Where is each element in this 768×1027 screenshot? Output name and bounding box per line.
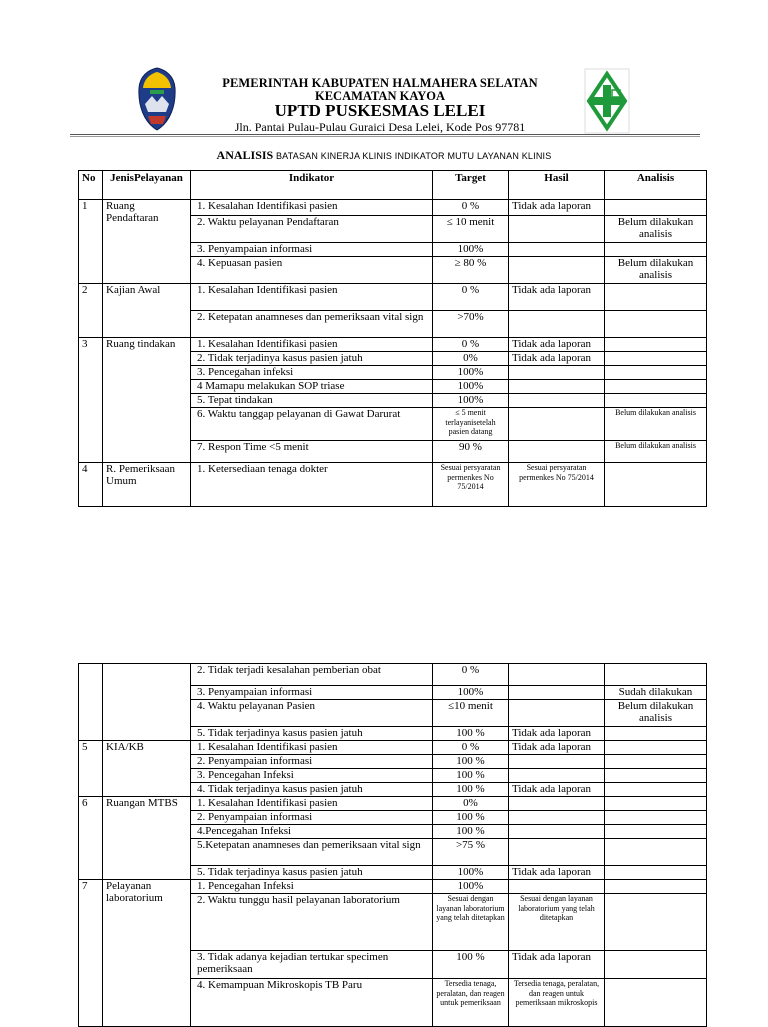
cell-target: 100 % [433, 811, 509, 825]
document-title [0, 148, 768, 163]
cell-target: ≤10 menit [433, 700, 509, 727]
cell-indikator: 3. Tidak adanya kejadian tertukar specimen pemeriksaan [191, 951, 433, 979]
cell-hasil [509, 811, 605, 825]
cell-jenis-pelayanan: Pelayanan laboratorium [103, 880, 191, 1027]
cell-indikator: 5.Ketepatan anamneses dan pemeriksaan vital sign [191, 839, 433, 866]
cell-analisis [605, 380, 707, 394]
cell-analisis [605, 839, 707, 866]
cell-analisis [605, 951, 707, 979]
title-bold: ANALISIS [216, 148, 274, 162]
cell-indikator: 5. Tepat tindakan [191, 394, 433, 408]
cell-indikator: 4. Tidak terjadinya kasus pasien jatuh [191, 783, 433, 797]
table-row [79, 741, 707, 755]
cell-target: Sesuai dengan layanan laboratorium yang telah ditetapkan [433, 894, 509, 951]
header-rule [70, 134, 700, 135]
cell-indikator: 3. Pencegahan infeksi [191, 366, 433, 380]
cell-hasil [509, 257, 605, 284]
indicator-table-page2 [78, 663, 707, 1027]
col-header-indikator: Indikator [191, 171, 433, 200]
cell-analisis [605, 880, 707, 894]
cell-jenis-pelayanan: Ruang Pendaftaran [103, 200, 191, 284]
cell-indikator: 4.Pencegahan Infeksi [191, 825, 433, 839]
cell-analisis [605, 894, 707, 951]
cell-hasil [509, 441, 605, 463]
cell-analisis [605, 366, 707, 380]
header-address: Jln. Pantai Pulau-Pulau Guraici Desa Lelei, Kode Pos 97781 [234, 120, 526, 134]
cell-analisis [605, 727, 707, 741]
cell-hasil [509, 769, 605, 783]
cell-analisis [605, 200, 707, 216]
cell-indikator: 1. Kesalahan Identifikasi pasien [191, 284, 433, 311]
cell-hasil [509, 755, 605, 769]
cell-indikator: 1. Kesalahan Identifikasi pasien [191, 338, 433, 352]
cell-jenis-pelayanan: Ruang tindakan [103, 338, 191, 463]
cell-analisis [605, 769, 707, 783]
cell-analisis: Belum dilakukan analisis [605, 257, 707, 284]
cell-target: 0 % [433, 338, 509, 352]
cell-target: 0% [433, 352, 509, 366]
cell-analisis [605, 797, 707, 811]
header-rule-thin [70, 136, 700, 137]
header-institution: UPTD PUSKESMAS LELEI [274, 101, 486, 120]
cell-target: 100 % [433, 727, 509, 741]
header-government: PEMERINTAH KABUPATEN HALMAHERA SELATAN [222, 76, 538, 90]
cell-target: 100% [433, 394, 509, 408]
cell-hasil [509, 686, 605, 700]
cell-indikator: 2. Penyampaian informasi [191, 811, 433, 825]
table-row [79, 463, 707, 507]
cell-no [79, 664, 103, 741]
cell-jenis-pelayanan: Ruangan MTBS [103, 797, 191, 880]
cell-analisis [605, 664, 707, 686]
cell-indikator: 1. Kesalahan Identifikasi pasien [191, 741, 433, 755]
col-header-jenis: JenisPelayanan [103, 171, 191, 200]
cell-no: 5 [79, 741, 103, 797]
cell-analisis [605, 825, 707, 839]
cell-no: 3 [79, 338, 103, 463]
cell-analisis [605, 394, 707, 408]
cell-indikator: 5. Tidak terjadinya kasus pasien jatuh [191, 866, 433, 880]
cell-hasil: Tidak ada laporan [509, 783, 605, 797]
cell-target: Sesuai persyaratan permenkes No 75/2014 [433, 463, 509, 507]
cell-hasil: Tidak ada laporan [509, 352, 605, 366]
cell-hasil: Tidak ada laporan [509, 727, 605, 741]
puskesmas-cross-icon [584, 68, 630, 134]
cell-analisis: Belum dilakukan analisis [605, 408, 707, 441]
col-header-no: No [79, 171, 103, 200]
cell-indikator: 7. Respon Time <5 menit [191, 441, 433, 463]
cell-analisis: Belum dilakukan analisis [605, 441, 707, 463]
cell-hasil [509, 408, 605, 441]
cell-analisis [605, 755, 707, 769]
indicator-table-page1 [78, 170, 707, 507]
cell-indikator: 4. Waktu pelayanan Pasien [191, 700, 433, 727]
cell-indikator: 2. Tidak terjadi kesalahan pemberian obat [191, 664, 433, 686]
cell-target: 100 % [433, 825, 509, 839]
cell-target: 100 % [433, 769, 509, 783]
cell-target: >70% [433, 311, 509, 338]
cell-indikator: 1. Pencegahan Infeksi [191, 880, 433, 894]
cell-indikator: 2. Ketepatan anamneses dan pemeriksaan vital sign [191, 311, 433, 338]
cell-target: ≤ 5 menit terlayanisetelah pasien datang [433, 408, 509, 441]
cell-indikator: 1. Kesalahan Identifikasi pasien [191, 200, 433, 216]
table-row [79, 797, 707, 811]
cell-analisis [605, 338, 707, 352]
cell-hasil [509, 380, 605, 394]
table-row [79, 880, 707, 894]
cell-hasil [509, 700, 605, 727]
cell-hasil: Sesuai persyaratan permenkes No 75/2014 [509, 463, 605, 507]
cell-hasil [509, 394, 605, 408]
cell-analisis [605, 243, 707, 257]
cell-hasil [509, 825, 605, 839]
cell-target: 0% [433, 797, 509, 811]
cell-target: 0 % [433, 200, 509, 216]
cell-indikator: 4. Kemampuan Mikroskopis TB Paru [191, 979, 433, 1027]
cell-target: 100% [433, 880, 509, 894]
cell-no: 4 [79, 463, 103, 507]
cell-jenis-pelayanan: KIA/KB [103, 741, 191, 797]
cell-analisis [605, 783, 707, 797]
cell-analisis [605, 284, 707, 311]
cell-analisis: Belum dilakukan analisis [605, 216, 707, 243]
cell-analisis [605, 811, 707, 825]
cell-target: 100% [433, 866, 509, 880]
cell-hasil [509, 839, 605, 866]
cell-analisis [605, 352, 707, 366]
cell-hasil [509, 311, 605, 338]
cell-target: 100% [433, 366, 509, 380]
table-header-row [79, 171, 707, 200]
cell-hasil: Tidak ada laporan [509, 741, 605, 755]
cell-indikator: 2. Waktu pelayanan Pendaftaran [191, 216, 433, 243]
cell-analisis [605, 463, 707, 507]
cell-no: 1 [79, 200, 103, 284]
cell-jenis-pelayanan [103, 664, 191, 741]
cell-hasil [509, 664, 605, 686]
cell-target: 100 % [433, 951, 509, 979]
cell-indikator: 4 Mamapu melakukan SOP triase [191, 380, 433, 394]
cell-hasil [509, 880, 605, 894]
cell-jenis-pelayanan: Kajian Awal [103, 284, 191, 338]
cell-no: 2 [79, 284, 103, 338]
cell-hasil [509, 366, 605, 380]
cell-target: ≤ 10 menit [433, 216, 509, 243]
cell-hasil: Tidak ada laporan [509, 951, 605, 979]
cell-indikator: 2. Penyampaian informasi [191, 755, 433, 769]
table-row [79, 664, 707, 686]
cell-target: >75 % [433, 839, 509, 866]
cell-analisis [605, 979, 707, 1027]
cell-target: 0 % [433, 284, 509, 311]
cell-indikator: 3. Pencegahan Infeksi [191, 769, 433, 783]
cell-hasil [509, 216, 605, 243]
cell-target: ≥ 80 % [433, 257, 509, 284]
cell-target: 100 % [433, 755, 509, 769]
cell-hasil: Tidak ada laporan [509, 866, 605, 880]
cell-indikator: 2. Tidak terjadinya kasus pasien jatuh [191, 352, 433, 366]
regency-emblem-icon [136, 66, 178, 132]
cell-indikator: 2. Waktu tunggu hasil pelayanan laboratorium [191, 894, 433, 951]
cell-target: 0 % [433, 664, 509, 686]
cell-no: 6 [79, 797, 103, 880]
cell-hasil: Sesuai dengan layanan laboratorium yang telah ditetapkan [509, 894, 605, 951]
col-header-analisis: Analisis [605, 171, 707, 200]
cell-target: 100% [433, 380, 509, 394]
cell-analisis [605, 866, 707, 880]
table-row [79, 200, 707, 216]
cell-hasil: Tersedia tenaga, peralatan, dan reagen untuk pemeriksaan mikroskopis [509, 979, 605, 1027]
cell-hasil: Tidak ada laporan [509, 338, 605, 352]
col-header-hasil: Hasil [509, 171, 605, 200]
cell-indikator: 3. Penyampaian informasi [191, 686, 433, 700]
cell-indikator: 5. Tidak terjadinya kasus pasien jatuh [191, 727, 433, 741]
cell-target: 100% [433, 686, 509, 700]
cell-indikator: 4. Kepuasan pasien [191, 257, 433, 284]
cell-analisis [605, 741, 707, 755]
cell-hasil [509, 243, 605, 257]
title-rest: BATASAN KINERJA KLINIS INDIKATOR MUTU LAYANAN KLINIS [275, 151, 552, 161]
cell-indikator: 6. Waktu tanggap pelayanan di Gawat Darurat [191, 408, 433, 441]
cell-target: 90 % [433, 441, 509, 463]
cell-hasil: Tidak ada laporan [509, 200, 605, 216]
cell-indikator: 1. Kesalahan Identifikasi pasien [191, 797, 433, 811]
table-row [79, 284, 707, 311]
cell-target: 0 % [433, 741, 509, 755]
col-header-target: Target [433, 171, 509, 200]
cell-target: Tersedia tenaga, peralatan, dan reagen untuk pemeriksaan [433, 979, 509, 1027]
cell-hasil: Tidak ada laporan [509, 284, 605, 311]
cell-analisis: Sudah dilakukan [605, 686, 707, 700]
letterhead [0, 60, 768, 140]
cell-no: 7 [79, 880, 103, 1027]
cell-analisis: Belum dilakukan analisis [605, 700, 707, 727]
table-row [79, 338, 707, 352]
cell-indikator: 1. Ketersediaan tenaga dokter [191, 463, 433, 507]
cell-analisis [605, 311, 707, 338]
cell-hasil [509, 797, 605, 811]
cell-target: 100% [433, 243, 509, 257]
cell-indikator: 3. Penyampaian informasi [191, 243, 433, 257]
cell-jenis-pelayanan: R. Pemeriksaan Umum [103, 463, 191, 507]
header-district: KECAMATAN KAYOA [315, 89, 445, 103]
cell-target: 100 % [433, 783, 509, 797]
